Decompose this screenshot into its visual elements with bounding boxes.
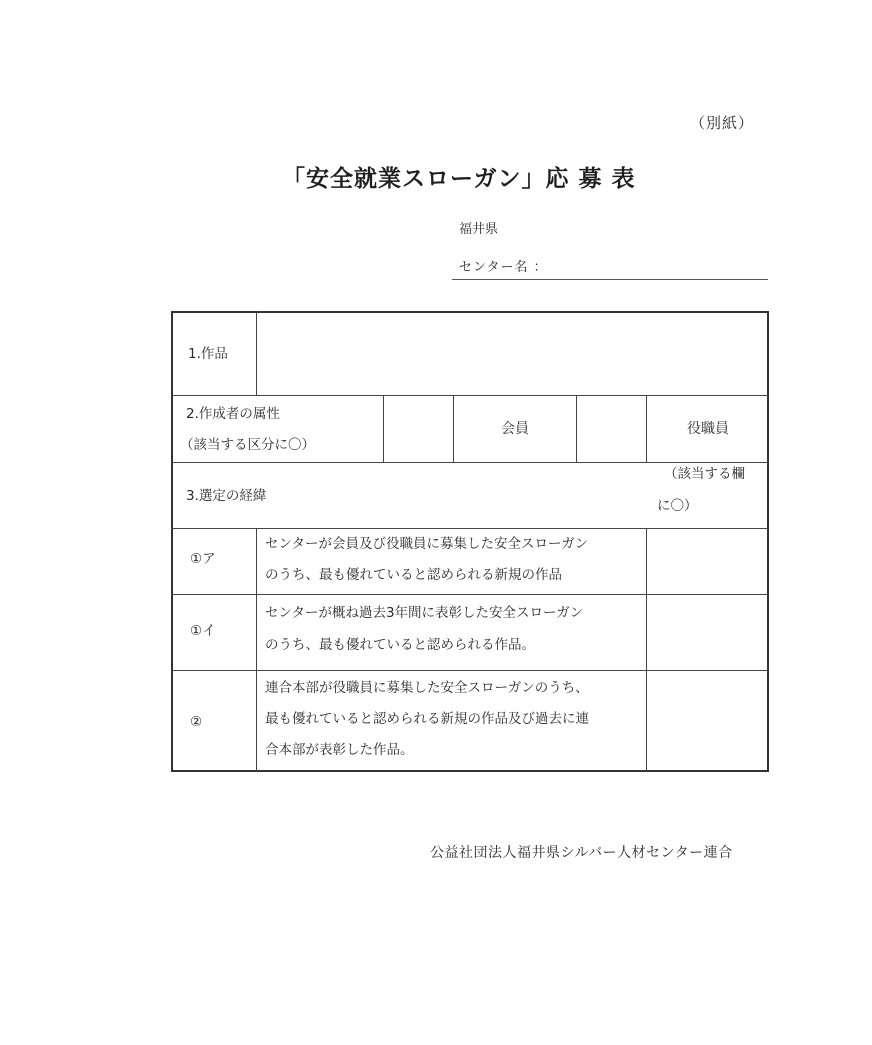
issuer-name: 公益社団法人福井県シルバー人材センター連合 bbox=[430, 845, 733, 861]
member-option: 会員 bbox=[501, 421, 529, 437]
criterion-description-line: 連合本部が役職員に募集した安全スローガンのうち、 bbox=[265, 680, 589, 696]
author-attribute-label: 2.作成者の属性 bbox=[186, 406, 280, 422]
row-divider bbox=[171, 528, 769, 529]
criterion-description-line: センターが概ね過去3年間に表彰した安全スローガン bbox=[265, 605, 584, 621]
work-input-cell[interactable] bbox=[258, 313, 767, 395]
column-divider bbox=[256, 528, 257, 772]
criterion-mark-cell[interactable] bbox=[648, 672, 767, 770]
prefecture-label: 福井県 bbox=[459, 222, 499, 237]
criterion-marker: ①ア bbox=[190, 551, 216, 567]
criterion-description-line: のうち、最も優れていると認められる新規の作品 bbox=[265, 567, 562, 583]
criterion-mark-cell[interactable] bbox=[648, 596, 767, 669]
criterion-description-line: 合本部が表彰した作品。 bbox=[265, 742, 414, 758]
annex-label: （別紙） bbox=[690, 114, 755, 132]
center-name-label: センター名 ： bbox=[459, 260, 548, 275]
column-divider bbox=[646, 395, 647, 462]
author-attribute-instruction: （該当する区分に〇） bbox=[180, 437, 315, 453]
document-title: 「安全就業スローガン」応 募 表 bbox=[282, 166, 636, 192]
column-divider bbox=[646, 528, 647, 772]
selection-note-line2: に〇） bbox=[657, 498, 698, 514]
work-label: 1.作品 bbox=[188, 346, 228, 362]
criterion-description-line: 最も優れていると認められる新規の作品及び過去に連 bbox=[265, 711, 589, 727]
criterion-description-line: センターが会員及び役職員に募集した安全スローガン bbox=[265, 536, 589, 552]
column-divider bbox=[453, 395, 454, 462]
row-divider bbox=[171, 594, 769, 595]
column-divider bbox=[383, 395, 384, 462]
column-divider bbox=[256, 311, 257, 395]
column-divider bbox=[576, 395, 577, 462]
criterion-marker: ② bbox=[190, 714, 203, 730]
center-name-field[interactable] bbox=[452, 279, 768, 280]
staff-option: 役職員 bbox=[687, 421, 729, 437]
row-divider bbox=[171, 670, 769, 671]
criterion-marker: ①イ bbox=[190, 623, 216, 639]
selection-process-label: 3.選定の経緯 bbox=[186, 488, 267, 504]
criterion-description-line: のうち、最も優れていると認められる作品。 bbox=[265, 637, 535, 653]
row-divider bbox=[171, 395, 769, 396]
member-mark-cell[interactable] bbox=[385, 397, 452, 461]
criterion-mark-cell[interactable] bbox=[648, 530, 767, 593]
staff-mark-cell[interactable] bbox=[578, 397, 645, 461]
selection-note-line1: （該当する欄 bbox=[664, 466, 745, 482]
